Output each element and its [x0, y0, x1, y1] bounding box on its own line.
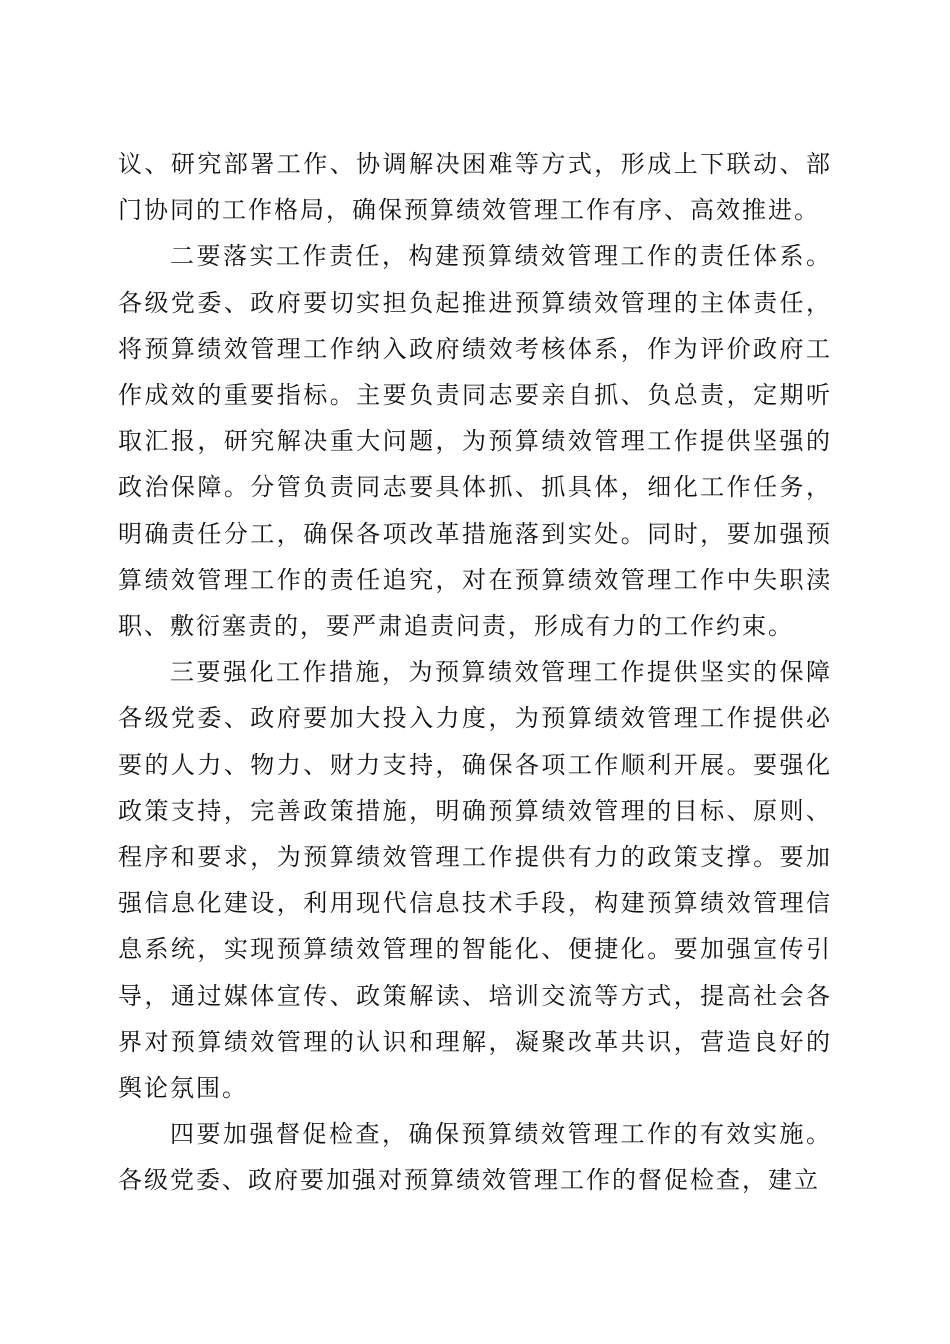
paragraph-work-measures: 三要强化工作措施，为预算绩效管理工作提供坚实的保障各级党委、政府要加大投入力度，为预算绩效管理工作提供必要的人力、物力、财力支持，确保各项工作顺利开展。要强化政策支持，完善政策措施，明确预算绩效管理的目标、原则、程序和要求，为预算绩效管理工作提供有力的政策支撑。要加强信息化建设，利用现代信息技术手段，构建预算绩效管理信息系统，实现预算绩效管理的智能化、便捷化。要加强宣传引导，通过媒体宣传、政策解读、培训交流等方式，提高社会各界对预算绩效管理的认识和理解，凝聚改革共识，营造良好的舆论氛围。 — [118, 658, 832, 1103]
paragraph-continuation: 议、研究部署工作、协调解决困难等方式，形成上下联动、部门协同的工作格局，确保预算绩效管理工作有序、高效推进。 — [118, 150, 832, 225]
document-body — [118, 141, 832, 1204]
paragraph-supervision-inspection: 四要加强督促检查，确保预算绩效管理工作的有效实施。各级党委、政府要加强对预算绩效管理工作的督促检查，建立 — [118, 1120, 832, 1195]
paragraph-work-responsibility: 二要落实工作责任，构建预算绩效管理工作的责任体系。各级党委、政府要切实担负起推进预算绩效管理的主体责任，将预算绩效管理工作纳入政府绩效考核体系，作为评价政府工作成效的重要指标。主要负责同志要亲自抓、负总责，定期听取汇报，研究解决重大问题，为预算绩效管理工作提供坚强的政治保障。分管负责同志要具体抓、抓具体，细化工作任务，明确责任分工，确保各项改革措施落到实处。同时，要加强预算绩效管理工作的责任追究，对在预算绩效管理工作中失职渎职、敷衍塞责的，要严肃追责问责，形成有力的工作约束。 — [118, 242, 832, 641]
